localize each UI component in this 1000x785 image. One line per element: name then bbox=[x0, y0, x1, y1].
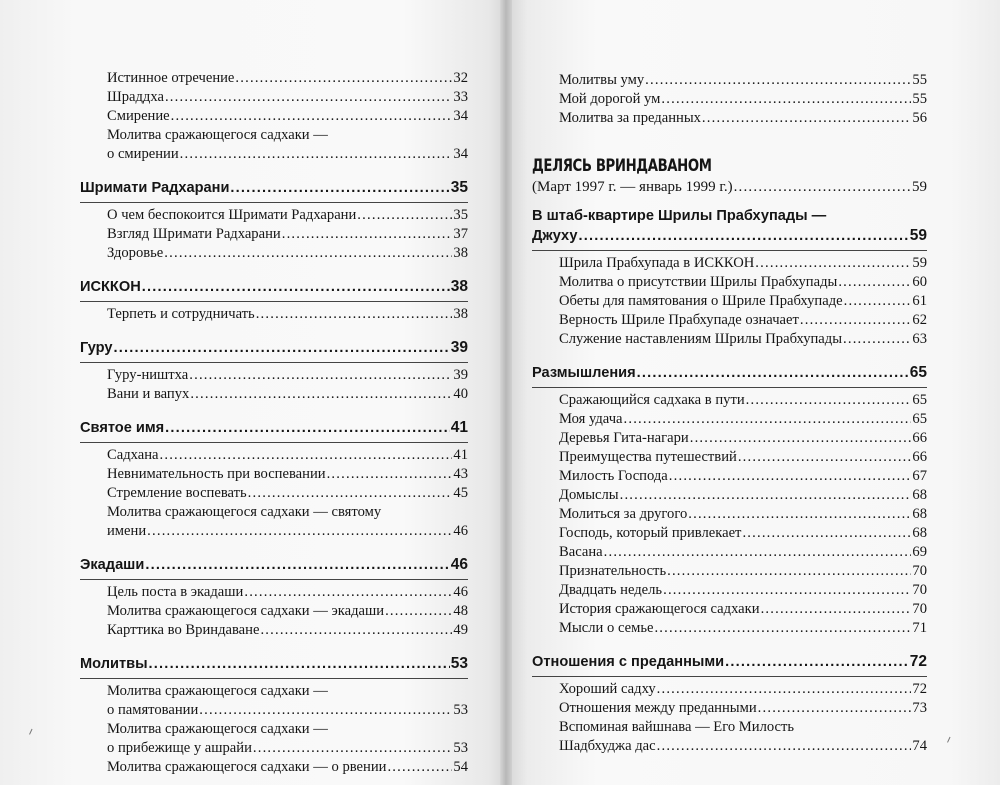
toc-entry-continued[interactable]: Молитва сражающегося садхаки — святому bbox=[107, 504, 382, 520]
page-number: 56 bbox=[912, 110, 927, 126]
toc-entry[interactable] bbox=[532, 330, 927, 349]
toc-entry-continued[interactable]: Вспоминая вайшнава — Его Милость bbox=[559, 719, 795, 735]
right-table-of-contents bbox=[532, 71, 927, 756]
toc-entry-label: Отношения между преданными bbox=[559, 700, 757, 716]
toc-section-label: ИСККОН bbox=[80, 279, 141, 295]
toc-entry-label: История сражающегося садхаки bbox=[559, 601, 760, 617]
toc-entry[interactable] bbox=[532, 448, 927, 467]
toc-entry[interactable] bbox=[532, 71, 927, 90]
leader-dots bbox=[620, 486, 912, 505]
toc-entry-label: о памятовании bbox=[107, 702, 199, 718]
right-main-entries bbox=[532, 207, 927, 756]
leader-dots bbox=[113, 339, 449, 358]
part-title: ДЕЛЯСЬ ВРИНДАВАНОМ bbox=[532, 156, 712, 176]
section-rule bbox=[80, 202, 468, 203]
leader-dots bbox=[604, 543, 912, 562]
toc-entry[interactable] bbox=[532, 486, 927, 505]
leader-dots bbox=[702, 109, 911, 128]
leader-dots bbox=[282, 225, 453, 244]
page-number: 34 bbox=[453, 146, 468, 162]
toc-entry-label: Господь, который привлекает bbox=[559, 525, 742, 541]
page-number: 40 bbox=[453, 386, 468, 402]
toc-entry[interactable] bbox=[532, 600, 927, 619]
leader-dots bbox=[657, 680, 912, 699]
left-table-of-contents bbox=[80, 69, 468, 777]
toc-entry[interactable] bbox=[80, 366, 468, 385]
toc-section[interactable] bbox=[80, 555, 468, 575]
page-number: 55 bbox=[912, 72, 927, 88]
toc-section-label: Святое имя bbox=[80, 420, 165, 436]
page-number: 48 bbox=[453, 603, 468, 619]
page-number: 69 bbox=[912, 544, 927, 560]
page-number: 60 bbox=[912, 274, 927, 290]
section-rule bbox=[532, 387, 927, 388]
leader-dots bbox=[657, 737, 912, 756]
toc-entry[interactable] bbox=[532, 429, 927, 448]
page-number: 73 bbox=[912, 700, 927, 716]
toc-entry-label: Истинное отречение bbox=[107, 70, 235, 86]
toc-entry[interactable] bbox=[532, 737, 927, 756]
toc-entry-continued[interactable]: Молитва сражающегося садхаки — bbox=[107, 683, 328, 699]
toc-entry-label: Шраддха bbox=[107, 89, 164, 105]
leader-dots bbox=[637, 364, 909, 383]
leader-dots bbox=[165, 419, 450, 438]
toc-section[interactable] bbox=[532, 226, 927, 246]
leader-dots bbox=[327, 465, 453, 484]
leader-dots bbox=[669, 467, 912, 486]
leader-dots bbox=[624, 410, 912, 429]
toc-entry-label: Сражающийся садхака в пути bbox=[559, 392, 745, 408]
leader-dots bbox=[755, 254, 911, 273]
leader-dots bbox=[654, 619, 911, 638]
toc-entry[interactable] bbox=[80, 206, 468, 225]
page-number: 65 bbox=[912, 392, 927, 408]
toc-entry[interactable] bbox=[80, 602, 468, 621]
toc-entry[interactable] bbox=[532, 254, 927, 273]
toc-entry-label: Верность Шриле Прабхупаде означает bbox=[559, 312, 799, 328]
toc-entry-label: Двадцать недель bbox=[559, 582, 663, 598]
leader-dots bbox=[688, 505, 911, 524]
toc-section-label: Джуху bbox=[532, 228, 578, 244]
toc-entry-continued[interactable]: Молитва сражающегося садхаки — bbox=[107, 127, 328, 143]
toc-entry[interactable] bbox=[80, 758, 468, 777]
toc-entry[interactable] bbox=[80, 484, 468, 503]
page-number: 46 bbox=[453, 584, 468, 600]
toc-entry[interactable] bbox=[532, 109, 927, 128]
leader-dots bbox=[248, 484, 453, 503]
toc-entry-label: Признательность bbox=[559, 563, 667, 579]
page-number: 35 bbox=[453, 207, 468, 223]
leader-dots bbox=[235, 69, 452, 88]
toc-entry-label: Садхана bbox=[107, 447, 159, 463]
page-number: 55 bbox=[912, 91, 927, 107]
page-number: 35 bbox=[450, 179, 468, 196]
toc-entry-label: о смирении bbox=[107, 146, 179, 162]
book-gutter bbox=[500, 0, 512, 785]
leader-dots bbox=[742, 524, 911, 543]
page-number: 66 bbox=[912, 430, 927, 446]
toc-entry-label: Здоровье bbox=[107, 245, 164, 261]
toc-entry-label: Деревья Гита-нагари bbox=[559, 430, 689, 446]
toc-entry[interactable] bbox=[532, 311, 927, 330]
section-rule bbox=[532, 250, 927, 251]
page-number: 39 bbox=[453, 367, 468, 383]
toc-section-label: Экадаши bbox=[80, 557, 145, 573]
toc-entry-label: Милость Господа bbox=[559, 468, 668, 484]
toc-entry-label: Обеты для памятования о Шриле Прабхупаде bbox=[559, 293, 843, 309]
page-number: 63 bbox=[912, 331, 927, 347]
leader-dots bbox=[199, 701, 452, 720]
toc-entry[interactable] bbox=[532, 581, 927, 600]
toc-entry[interactable] bbox=[80, 69, 468, 88]
toc-entry[interactable] bbox=[80, 522, 468, 541]
section-rule bbox=[80, 442, 468, 443]
toc-entry[interactable] bbox=[80, 244, 468, 263]
page-number: 38 bbox=[450, 278, 468, 295]
leader-dots bbox=[578, 227, 908, 246]
leader-dots bbox=[843, 330, 911, 349]
leader-dots bbox=[667, 562, 911, 581]
leader-dots bbox=[149, 655, 450, 674]
toc-entry[interactable] bbox=[532, 391, 927, 410]
toc-entry[interactable] bbox=[80, 88, 468, 107]
toc-entry-label: Вани и вапух bbox=[107, 386, 190, 402]
toc-entry-label: Карттика во Вриндаване bbox=[107, 622, 260, 638]
page-number: 74 bbox=[912, 738, 927, 754]
page-number: 65 bbox=[909, 364, 927, 381]
page-number: 72 bbox=[909, 653, 927, 670]
toc-entry[interactable] bbox=[80, 739, 468, 758]
leader-dots bbox=[142, 278, 450, 297]
toc-section[interactable] bbox=[532, 652, 927, 672]
leader-dots bbox=[190, 385, 452, 404]
toc-entry-label: Молитва за преданных bbox=[559, 110, 701, 126]
toc-entry[interactable] bbox=[80, 225, 468, 244]
toc-section-continued[interactable]: В штаб-квартире Шрилы Прабхупады — bbox=[532, 208, 827, 224]
section-rule bbox=[80, 579, 468, 580]
toc-entry-label: Взгляд Шримати Радхарани bbox=[107, 226, 281, 242]
leader-dots bbox=[256, 305, 453, 324]
toc-entry[interactable] bbox=[532, 680, 927, 699]
toc-entry-label: Мой дорогой ум bbox=[559, 91, 661, 107]
toc-entry[interactable] bbox=[532, 410, 927, 429]
toc-section[interactable] bbox=[80, 178, 468, 198]
page-number: 65 bbox=[912, 411, 927, 427]
right-top-entries bbox=[532, 71, 927, 128]
toc-entry[interactable] bbox=[532, 543, 927, 562]
toc-entry-label: Гуру-ништха bbox=[107, 367, 189, 383]
toc-entry-label: Моя удача bbox=[559, 411, 623, 427]
toc-entry-label: Мысли о семье bbox=[559, 620, 654, 636]
leader-dots bbox=[734, 178, 911, 197]
leader-dots bbox=[357, 206, 452, 225]
toc-entry-continued[interactable]: Молитва сражающегося садхаки — bbox=[107, 721, 328, 737]
toc-entry[interactable] bbox=[532, 699, 927, 718]
page-number: 71 bbox=[912, 620, 927, 636]
leader-dots bbox=[761, 600, 912, 619]
page-number: 70 bbox=[912, 563, 927, 579]
leader-dots bbox=[387, 758, 452, 777]
page-number: 46 bbox=[453, 523, 468, 539]
section-rule bbox=[80, 301, 468, 302]
part-subtitle bbox=[532, 178, 927, 197]
toc-entry[interactable] bbox=[532, 524, 927, 543]
toc-entry-label: Молитва сражающегося садхаки — о рвении bbox=[107, 759, 387, 775]
page-number: 72 bbox=[912, 681, 927, 697]
page-number: 67 bbox=[912, 468, 927, 484]
toc-entry[interactable] bbox=[80, 305, 468, 324]
page-number: 37 bbox=[453, 226, 468, 242]
toc-section-label: Отношения с преданными bbox=[532, 654, 725, 670]
toc-entry[interactable] bbox=[80, 583, 468, 602]
page-number: 59 bbox=[912, 255, 927, 271]
page-number: 66 bbox=[912, 449, 927, 465]
page-number: 53 bbox=[453, 702, 468, 718]
toc-section-label: Размышления bbox=[532, 365, 636, 381]
toc-entry-label: Терпеть и сотрудничать bbox=[107, 306, 255, 322]
toc-entry-label: Васана bbox=[559, 544, 603, 560]
toc-entry-label: Смирение bbox=[107, 108, 170, 124]
toc-entry-label: Шрила Прабхупада в ИСККОН bbox=[559, 255, 755, 271]
leader-dots bbox=[171, 107, 453, 126]
toc-entry-label: Цель поста в экадаши bbox=[107, 584, 244, 600]
page-number: 41 bbox=[450, 419, 468, 436]
leader-dots bbox=[844, 292, 912, 311]
section-rule bbox=[532, 676, 927, 677]
toc-entry[interactable] bbox=[80, 385, 468, 404]
toc-entry-label: Стремление воспевать bbox=[107, 485, 247, 501]
leader-dots bbox=[260, 621, 452, 640]
toc-entry-label: Молиться за другого bbox=[559, 506, 688, 522]
page-number: 59 bbox=[909, 227, 927, 244]
toc-entry[interactable] bbox=[80, 107, 468, 126]
toc-section-label: Молитвы bbox=[80, 656, 148, 672]
leader-dots bbox=[189, 366, 452, 385]
toc-entry[interactable] bbox=[532, 467, 927, 486]
leader-dots bbox=[663, 581, 911, 600]
section-rule bbox=[80, 678, 468, 679]
toc-section[interactable] bbox=[80, 338, 468, 358]
toc-section[interactable] bbox=[80, 654, 468, 674]
toc-entry[interactable] bbox=[80, 701, 468, 720]
leader-dots bbox=[385, 602, 452, 621]
page-number: 53 bbox=[450, 655, 468, 672]
toc-entry[interactable] bbox=[532, 273, 927, 292]
toc-entry[interactable] bbox=[532, 505, 927, 524]
toc-entry[interactable] bbox=[80, 446, 468, 465]
leader-dots bbox=[661, 90, 911, 109]
page-number: 41 bbox=[453, 447, 468, 463]
page-number: 39 bbox=[450, 339, 468, 356]
leader-dots bbox=[645, 71, 911, 90]
leader-dots bbox=[165, 88, 452, 107]
leader-dots bbox=[690, 429, 912, 448]
page-number: 62 bbox=[912, 312, 927, 328]
leader-dots bbox=[253, 739, 453, 758]
leader-dots bbox=[838, 273, 911, 292]
toc-entry[interactable] bbox=[532, 90, 927, 109]
toc-section[interactable] bbox=[80, 277, 468, 297]
leader-dots bbox=[800, 311, 912, 330]
toc-entry-label: Домыслы bbox=[559, 487, 619, 503]
toc-entry[interactable] bbox=[80, 145, 468, 164]
leader-dots bbox=[160, 446, 453, 465]
section-rule bbox=[80, 362, 468, 363]
toc-section-label: Шримати Радхарани bbox=[80, 180, 230, 196]
leader-dots bbox=[230, 179, 449, 198]
toc-entry[interactable] bbox=[80, 621, 468, 640]
toc-entry-label: Молитвы уму bbox=[559, 72, 645, 88]
toc-entry-label: о прибежище у ашрайи bbox=[107, 740, 252, 756]
toc-entry-label: О чем беспокоится Шримати Радхарани bbox=[107, 207, 357, 223]
leader-dots bbox=[746, 391, 912, 410]
toc-section[interactable] bbox=[532, 363, 927, 383]
page-number: 32 bbox=[453, 70, 468, 86]
leader-dots bbox=[738, 448, 912, 467]
page-number: 38 bbox=[453, 245, 468, 261]
toc-section[interactable] bbox=[80, 418, 468, 438]
leader-dots bbox=[244, 583, 452, 602]
toc-entry-label: Служение наставлениям Шрилы Прабхупады bbox=[559, 331, 843, 347]
page-number: 38 bbox=[453, 306, 468, 322]
page-number: 45 bbox=[453, 485, 468, 501]
leader-dots bbox=[725, 653, 909, 672]
toc-entry-label: Молитва о присутствии Шрилы Прабхупады bbox=[559, 274, 838, 290]
leader-dots bbox=[145, 556, 449, 575]
toc-entry-label: Хороший садху bbox=[559, 681, 656, 697]
toc-entry-label: Шадбхуджа дас bbox=[559, 738, 656, 754]
leader-dots bbox=[758, 699, 912, 718]
leader-dots bbox=[147, 522, 452, 541]
leader-dots bbox=[180, 145, 453, 164]
page-number: 54 bbox=[453, 759, 468, 775]
toc-entry[interactable] bbox=[80, 465, 468, 484]
toc-entry-label: Преимущества путешествий bbox=[559, 449, 737, 465]
toc-entry-label: Молитва сражающегося садхаки — экадаши bbox=[107, 603, 385, 619]
toc-entry[interactable] bbox=[532, 562, 927, 581]
page-number: 61 bbox=[912, 293, 927, 309]
toc-entry-label: Невнимательность при воспевании bbox=[107, 466, 326, 482]
page-number: 43 bbox=[453, 466, 468, 482]
page-number: 49 bbox=[453, 622, 468, 638]
page-number: 68 bbox=[912, 487, 927, 503]
page-number: 53 bbox=[453, 740, 468, 756]
page-number: 68 bbox=[912, 525, 927, 541]
page-number: 46 bbox=[450, 556, 468, 573]
toc-entry-label: имени bbox=[107, 523, 147, 539]
leader-dots bbox=[164, 244, 452, 263]
toc-entry[interactable] bbox=[532, 292, 927, 311]
page-number: 34 bbox=[453, 108, 468, 124]
page-number: 68 bbox=[912, 506, 927, 522]
toc-section-label: Гуру bbox=[80, 340, 113, 356]
page-number: 70 bbox=[912, 601, 927, 617]
part-subtitle-label: (Март 1997 г. — январь 1999 г.) bbox=[532, 179, 733, 195]
part-subtitle-page: 59 bbox=[912, 179, 927, 195]
page-number: 70 bbox=[912, 582, 927, 598]
page-number: 33 bbox=[453, 89, 468, 105]
toc-entry[interactable] bbox=[532, 619, 927, 638]
